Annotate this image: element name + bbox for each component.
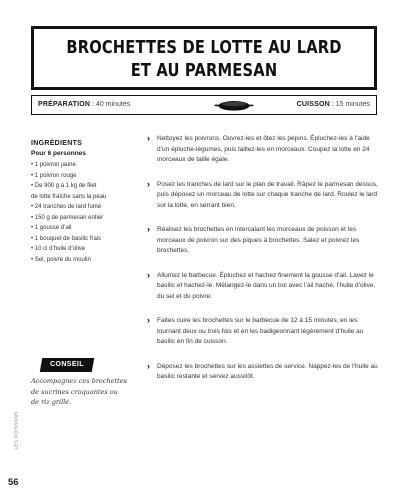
preparation-separator: : <box>90 101 96 108</box>
preparation-value: 40 minutes <box>95 101 131 108</box>
ingredient-item: • 1 gousse d’ail <box>31 225 72 231</box>
ingredient-item: • 1 poivron jaune <box>31 162 76 168</box>
ingredients-title: INGRÉDIENTS <box>31 140 83 147</box>
ingredient-item: • 150 g de parmesan entier <box>31 214 104 221</box>
ingredient-item: • 1 poivron rouge <box>31 172 77 179</box>
page-number: 56 <box>8 477 19 488</box>
ingredient-item: • 24 tranches de lard fumé <box>31 204 102 210</box>
section-side-label <box>11 392 21 452</box>
cooking-time <box>297 101 370 108</box>
cooking-value: 15 minutes <box>335 101 370 108</box>
preparation-time <box>38 101 130 108</box>
time-info-bar <box>31 95 377 115</box>
cooking-pot-icon <box>214 99 254 114</box>
recipe-step-6: › Déposez les brochettes sur les assiettes de service. Nappez-les de l’huile au basilic restante et servez aussitôt. <box>147 362 379 383</box>
recipe-steps <box>147 134 379 397</box>
preparation-label: PRÉPARATION <box>38 101 91 108</box>
ingredients-servings: Pour 6 personnes <box>31 150 86 157</box>
section-name: LES POISSONS <box>13 411 19 450</box>
recipe-title <box>61 37 347 83</box>
ingredients-section <box>31 140 131 265</box>
recipe-step-3: › Réalisez les brochettes en intercalant les morceaux de poisson et les morceaux de poivron sur des piques à brochettes. Salez et poivrez les brochettes. <box>147 225 379 257</box>
recipe-step-2: › Posez les tranches de lard sur le plan de travail. Râpez le parmesan dessus, puis déposez un morceau de lotte sur chaque tranche de lard. Roulez le lard sur la lotte, en serrant bien. <box>147 180 379 212</box>
conseil-text: Accompagnez ces brochettes de sucrines croquantes ou de riz grillé. <box>31 377 127 406</box>
recipe-step-5: › Faites cuire les brochettes sur le barbecue de 12 à 15 minutes, en les tournant deux ou trois fois et en les badigeonnant légèrement d’huile au basilic en fin de cuisson. <box>147 316 379 348</box>
recipe-title-line-2: ET AU PARMESAN <box>130 61 278 81</box>
ingredient-item: • Sel, poivre du moulin <box>31 256 91 263</box>
cooking-label: CUISSON <box>296 101 330 108</box>
recipe-title-box <box>31 26 377 90</box>
recipe-step-1: › Nettoyez les poivrons. Ouvrez-les et ôtez les pépins. Épluchez-les à l’aide d’un épluche-légumes, puis taillez-les en morceaux. Coupez la lotte en 24 morceaux de taille égale. <box>147 134 379 166</box>
ingredient-item: • 1 bouquet de basilic frais <box>31 235 102 242</box>
conseil-badge <box>41 358 93 372</box>
recipe-title-line-1: BROCHETTES DE LOTTE AU LARD <box>66 38 342 58</box>
recipe-step-4: › Allumez le barbecue. Épluchez et hachez finement la gousse d’ail. Lavez le basilic et hachez-le. Mélangez-le dans un bol avec l’ail haché, l’huile d’olive, du sel et du poivre. <box>147 271 379 303</box>
conseil-badge-label: CONSEIL <box>50 361 84 368</box>
ingredient-item: • 10 cl d’huile d’olive <box>31 246 86 252</box>
ingredient-item: • De 900 g à 1 kg de filet <box>31 183 97 189</box>
cooking-separator: : <box>329 101 336 108</box>
ingredients-list <box>31 160 131 265</box>
ingredient-item: de lotte fraîche sans la peau <box>31 193 107 200</box>
